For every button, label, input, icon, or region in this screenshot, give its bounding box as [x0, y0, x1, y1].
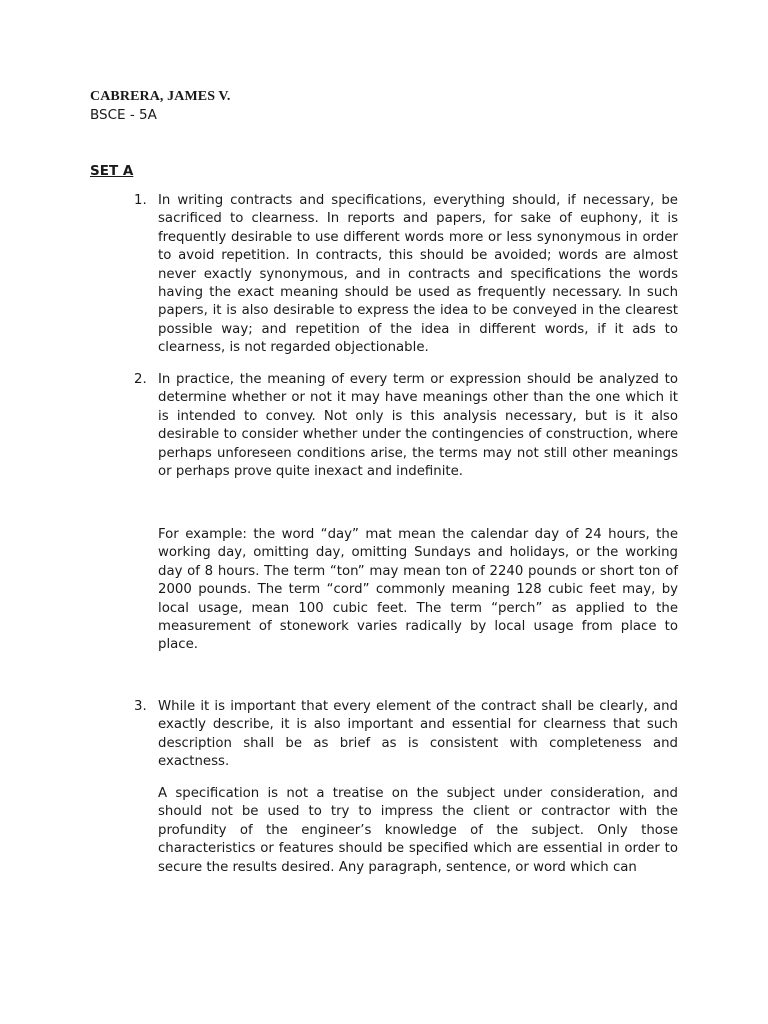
item-number: 1.: [134, 193, 147, 208]
item-number: 2.: [134, 372, 147, 387]
set-heading: SET A: [90, 163, 134, 179]
item-paragraph: In writing contracts and specifications, everything should, if necessary, be sacrificed to clearness. In reports and papers, for sake of euphony, it is frequently desirable to use different words more or less synonymous in order to avoid repetition. In contracts, this should be avoided; words are almost never exactly synonymous, and in contracts and specifications the words having the exact meaning should be used as frequently necessary. In such papers, it is also desirable to express the idea to be conveyed in the clearest possible way; and repetition of the idea in different words, if it ads to clearness, is not regarded objectionable.: [158, 193, 678, 356]
example-paragraph: For example: the word “day” mat mean the calendar day of 24 hours, the working day, omitting day, omitting Sundays and holidays, or the working day of 8 hours. The term “ton” may mean ton of 2240 pounds or short ton of 2000 pounds. The term “cord” commonly meaning 128 cubic feet may, by local usage, mean 100 cubic feet. The term “perch” as applied to the measurement of stonework varies radically by local usage from place to place.: [158, 527, 678, 653]
item-paragraph: While it is important that every element of the contract shall be clearly, and exactly describe, it is also important and essential for clearness that such description shall be as brief as is consistent with completeness and exactness.: [158, 699, 678, 770]
author-name: CABRERA, JAMES V.: [90, 89, 231, 104]
continuation-paragraph: A specification is not a treatise on the subject under consideration, and should not be used to try to impress the client or contractor with the profundity of the engineer’s knowledge of the subject. Only those characteristics or features should be specified which are essential in order to secure the results desired. Any paragraph, sentence, or word which can: [158, 786, 678, 875]
item-paragraph: In practice, the meaning of every term or expression should be analyzed to determine whether or not it may have meanings other than the one which it is intended to convey. Not only is this analysis necessary, but is it also desirable to consider whether under the contingencies of construction, where perhaps unforeseen conditions arise, the terms may not still other meanings or perhaps prove quite inexact and indefinite.: [158, 372, 678, 480]
author-section: BSCE - 5A: [90, 107, 157, 123]
item-number: 3.: [134, 699, 147, 714]
